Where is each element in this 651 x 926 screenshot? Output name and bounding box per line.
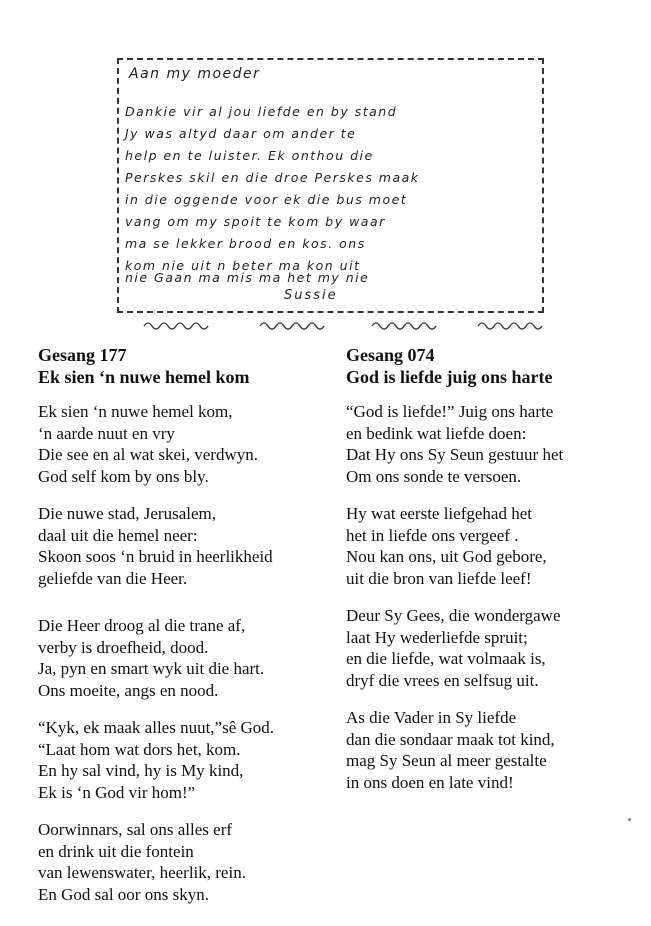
verse-line: het in liefde ons vergeef . xyxy=(346,525,519,545)
note-line: nie Gaan ma mis ma het my nie xyxy=(125,270,370,285)
verse-line: geliefde van die Heer. xyxy=(38,568,188,588)
verse-line: Nou kan ons, uit God gebore, xyxy=(346,547,547,566)
verse-line: En God sal oor ons skyn. xyxy=(38,884,209,904)
ornament-divider xyxy=(258,320,330,332)
ornament-divider xyxy=(142,320,214,332)
verse-line: mag Sy Seun al meer gestalte xyxy=(346,751,547,770)
handwritten-note xyxy=(117,58,544,313)
verse-line: Die Heer droog al die trane af, xyxy=(38,616,246,635)
verse-line: uit die bron van liefde leef! xyxy=(346,568,532,588)
verse-line: van lewenswater, heerlik, rein. xyxy=(38,863,246,882)
note-line: Dankie vir al jou liefde en by stand xyxy=(125,104,398,119)
verse-line: Skoon soos ‘n bruid in heerlikheid xyxy=(38,547,273,566)
verse-line: dryf die vrees en selfsug uit. xyxy=(346,670,539,690)
verse-line: As die Vader in Sy liefde xyxy=(346,708,517,727)
verse-line: dan die sondaar maak tot kind, xyxy=(346,729,555,749)
note-line: in die oggende voor ek die bus moet xyxy=(125,192,408,207)
verse-line: Ek sien ‘n nuwe hemel kom, xyxy=(38,402,233,421)
stanza xyxy=(346,503,646,589)
verse-line: Dat Hy ons Sy Seun gestuur het xyxy=(346,445,564,464)
verse-line: verby is droefheid, dood. xyxy=(38,637,209,657)
stanza xyxy=(38,819,338,905)
hymn-title: God is liefde juig ons harte xyxy=(346,367,553,387)
ornament-divider xyxy=(476,320,548,332)
hymn-column-left xyxy=(38,345,338,921)
verse-line: En hy sal vind, hy is My kind, xyxy=(38,761,244,780)
scan-speck xyxy=(628,818,631,821)
verse-line: Ja, pyn en smart wyk uit die hart. xyxy=(38,659,265,678)
note-line: help en te luister. Ek onthou die xyxy=(125,148,374,163)
hymn-title: Ek sien ‘n nuwe hemel kom xyxy=(38,367,250,387)
stanza xyxy=(38,615,338,701)
note-title: Aan my moeder xyxy=(129,66,261,82)
verse-line: Deur Sy Gees, die wondergawe xyxy=(346,606,561,625)
verse-line: ‘n aarde nuut en vry xyxy=(38,423,175,443)
verse-line: Oorwinnars, sal ons alles erf xyxy=(38,820,233,839)
ornament-divider-row xyxy=(0,320,651,334)
verse-line: in ons doen en late vind! xyxy=(346,772,514,792)
verse-line: laat Hy wederliefde spruit; xyxy=(346,627,528,647)
hymn-number: Gesang 074 xyxy=(346,345,435,365)
ornament-divider xyxy=(370,320,442,332)
note-signature: Sussie xyxy=(284,288,338,303)
verse-line: daal uit die hemel neer: xyxy=(38,525,198,545)
stanza xyxy=(38,503,338,589)
verse-line: Hy wat eerste liefgehad het xyxy=(346,504,532,523)
verse-line: Die see en al wat skei, verdwyn. xyxy=(38,445,258,464)
verse-line: Die nuwe stad, Jerusalem, xyxy=(38,504,216,523)
note-line: Jy was altyd daar om ander te xyxy=(125,126,357,141)
verse-line: Om ons sonde te versoen. xyxy=(346,466,522,486)
hymn-number: Gesang 177 xyxy=(38,345,127,365)
hymn-column-right xyxy=(346,345,646,809)
verse-line: “Laat hom wat dors het, kom. xyxy=(38,739,241,759)
stanza xyxy=(346,401,646,487)
stanza xyxy=(346,605,646,691)
verse-line: Ons moeite, angs en nood. xyxy=(38,680,219,700)
stanza xyxy=(38,717,338,803)
verse-line: “Kyk, ek maak alles nuut,”sê God. xyxy=(38,718,275,737)
stanza xyxy=(38,401,338,487)
verse-line: God self kom by ons bly. xyxy=(38,466,209,486)
verse-line: “God is liefde!” Juig ons harte xyxy=(346,402,554,421)
verse-line: Ek is ‘n God vir hom!” xyxy=(38,782,196,802)
note-line: vang om my spoit te kom by waar xyxy=(125,214,386,229)
note-line: kom nie uit n beter ma kon uit xyxy=(125,258,361,273)
verse-line: en bedink wat liefde doen: xyxy=(346,423,527,443)
verse-line: en drink uit die fontein xyxy=(38,841,194,861)
note-line: ma se lekker brood en kos. ons xyxy=(125,236,366,251)
stanza xyxy=(346,707,646,793)
note-line: Perskes skil en die droe Perskes maak xyxy=(125,170,420,185)
verse-line: en die liefde, wat volmaak is, xyxy=(346,649,546,668)
